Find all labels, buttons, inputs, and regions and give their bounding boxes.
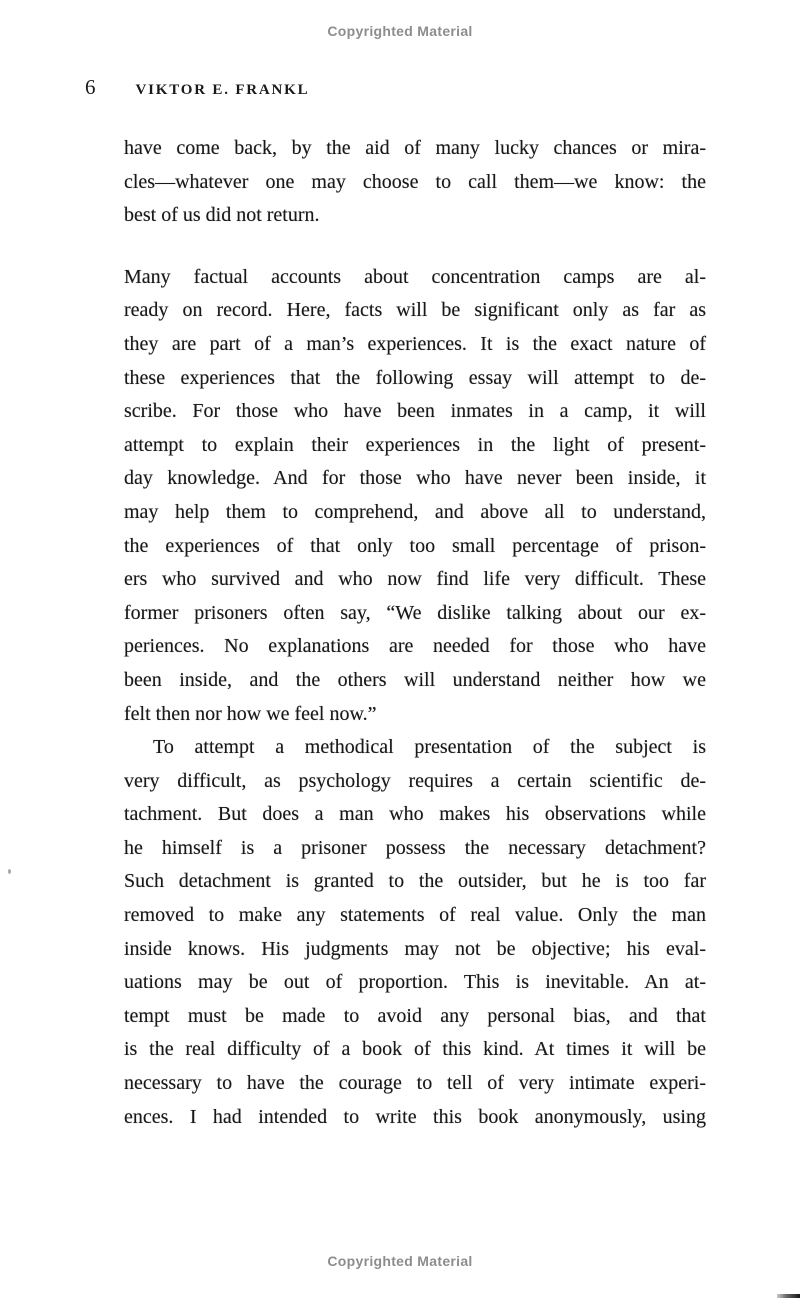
text-line: uations may be out of proportion. This is inevitable. An at-: [124, 971, 706, 994]
text-line: Many factual accounts about concentration camps are al-: [124, 265, 706, 288]
paragraph: [124, 731, 706, 1134]
text-line: tachment. But does a man who makes his observations while: [124, 803, 706, 826]
text-line: felt then nor how we feel now.”: [124, 702, 377, 725]
copyright-watermark-bottom: Copyrighted Material: [327, 1253, 473, 1269]
text-line: inside knows. His judgments may not be objective; his eval-: [124, 937, 706, 960]
text-line: former prisoners often say, “We dislike talking about our ex-: [124, 601, 706, 624]
running-title: VIKTOR E. FRANKL: [135, 82, 310, 98]
text-line: scribe. For those who have been inmates in a camp, it will: [124, 400, 706, 423]
text-line: may help them to comprehend, and above all to understand,: [124, 500, 706, 523]
text-line: very difficult, as psychology requires a certain scientific de-: [124, 769, 706, 792]
scan-artifact-speck: [8, 869, 11, 874]
text-line: ers who survived and who now find life very difficult. These: [124, 568, 706, 591]
text-line: tempt must be made to avoid any personal bias, and that: [124, 1004, 706, 1027]
text-line: necessary to have the courage to tell of very intimate experi-: [124, 1072, 706, 1095]
text-line: been inside, and the others will understand neither how we: [124, 668, 706, 691]
scan-artifact-strip: [777, 1294, 800, 1298]
copyright-watermark-top: Copyrighted Material: [327, 23, 473, 39]
text-line: they are part of a man’s experiences. It is the exact nature of: [124, 332, 706, 355]
page-number: 6: [85, 75, 96, 99]
text-line: cles—whatever one may choose to call them—we know: the: [124, 170, 706, 193]
text-line: ences. I had intended to write this book anonymously, using: [124, 1105, 706, 1128]
text-line: have come back, by the aid of many lucky chances or mira-: [124, 137, 706, 159]
running-header: [85, 75, 309, 100]
text-line: these experiences that the following essay will attempt to de-: [124, 366, 706, 389]
text-line: ready on record. Here, facts will be significant only as far as: [124, 299, 706, 322]
text-line: periences. No explanations are needed for those who have: [124, 635, 706, 658]
text-line: the experiences of that only too small percentage of prison-: [124, 534, 706, 557]
text-line: To attempt a methodical presentation of the subject is: [153, 736, 706, 759]
text-line: best of us did not return.: [124, 204, 320, 227]
text-line: day knowledge. And for those who have never been inside, it: [124, 467, 706, 490]
body-text: [124, 132, 706, 1134]
text-line: attempt to explain their experiences in the light of present-: [124, 433, 706, 456]
paragraph: [124, 261, 706, 731]
text-line: removed to make any statements of real value. Only the man: [124, 904, 706, 927]
text-line: he himself is a prisoner possess the necessary detachment?: [124, 836, 706, 859]
paragraph: [124, 132, 706, 233]
text-line: Such detachment is granted to the outsider, but he is too far: [124, 870, 706, 893]
text-line: is the real difficulty of a book of this kind. At times it will be: [124, 1038, 706, 1061]
